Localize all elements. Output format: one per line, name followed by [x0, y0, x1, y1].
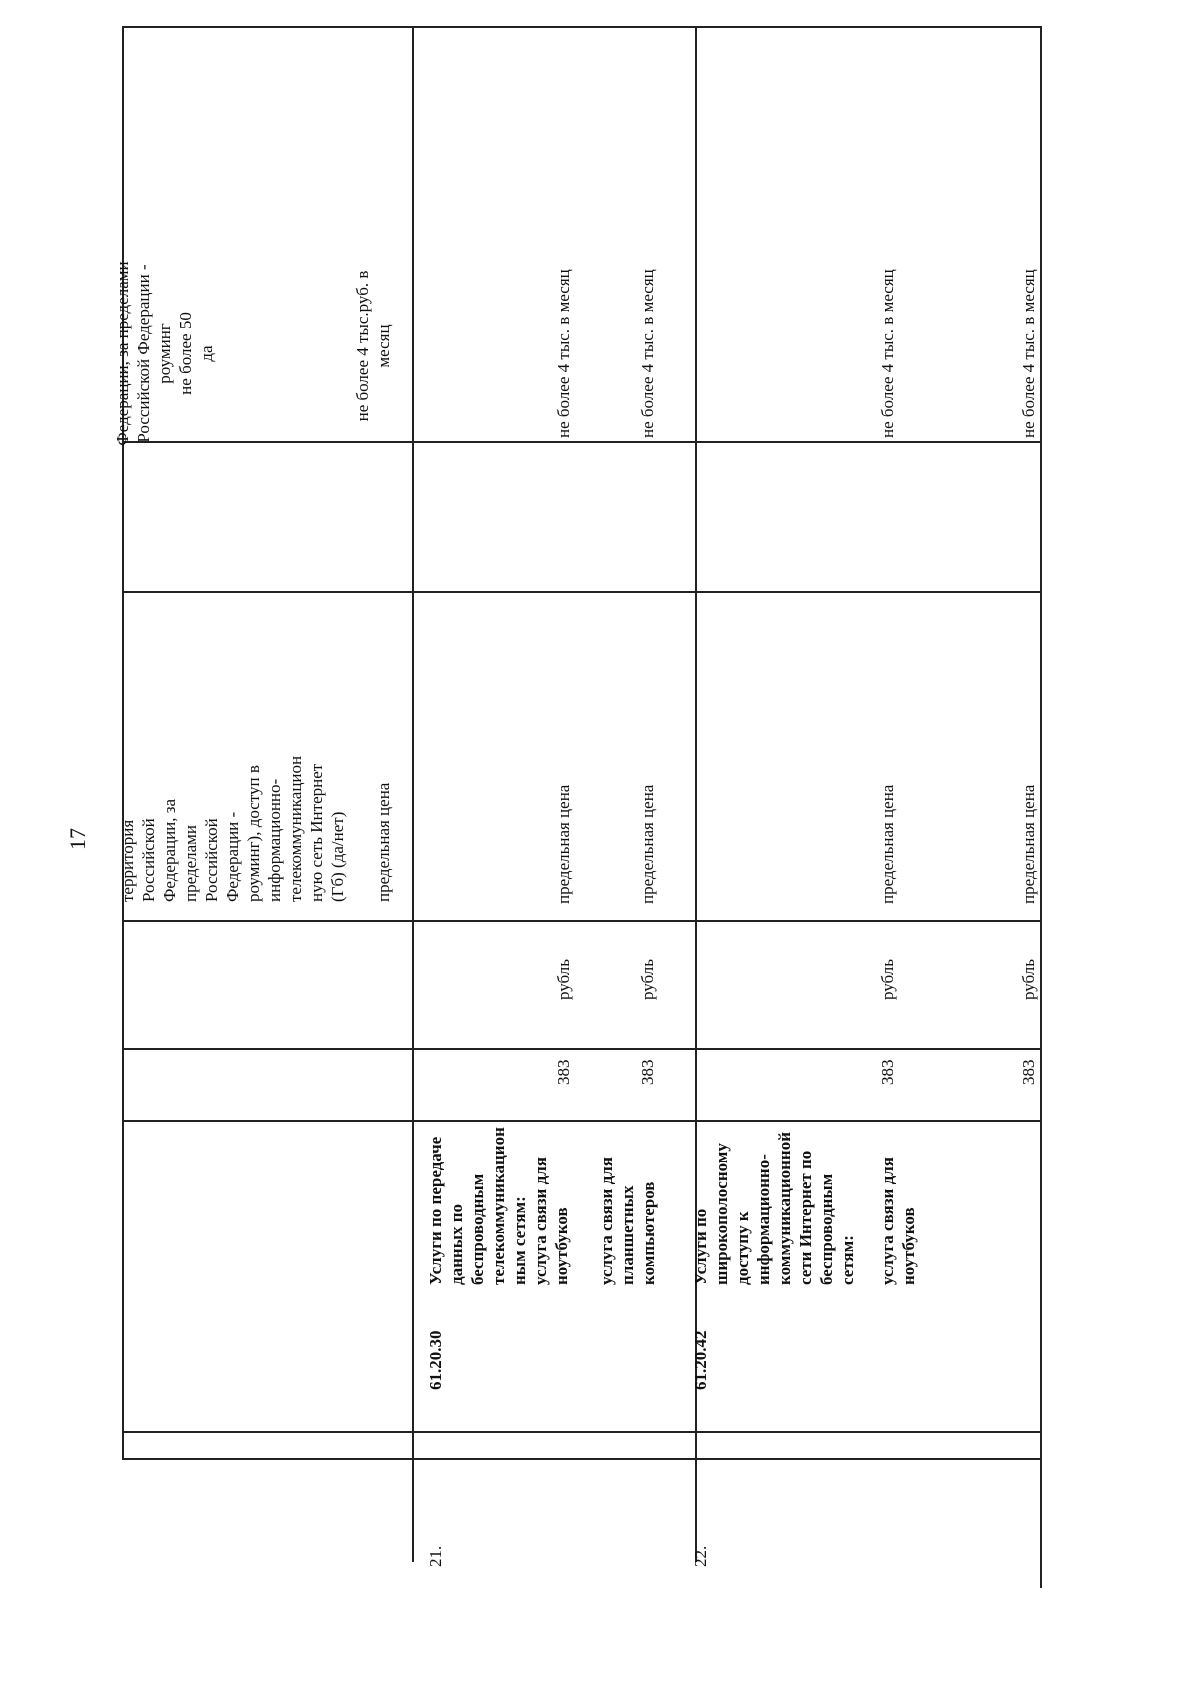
- item-name-line: ноутбуков: [552, 1207, 571, 1285]
- text-line: информационно-: [754, 1154, 773, 1285]
- okei-code: 383: [554, 1059, 573, 1085]
- text-line: Российской: [202, 818, 221, 902]
- item-name: [596, 1157, 659, 1285]
- text-line: предельная цена: [374, 782, 393, 902]
- unit-name: рубль: [1019, 958, 1038, 1000]
- item-name-line: услуга связи для: [878, 1157, 897, 1285]
- text-line: Федерации -: [223, 811, 242, 902]
- limit-value: не более 4 тыс. в месяц: [1019, 269, 1038, 438]
- item-name-line: услуга связи для: [597, 1157, 616, 1285]
- unit-name: рубль: [638, 958, 657, 1000]
- row-separator: [412, 26, 414, 1562]
- limit-value: не более 4 тыс. в месяц: [878, 269, 897, 438]
- price-label: предельная цена: [1019, 784, 1038, 904]
- text-line: пределами: [181, 825, 200, 902]
- row-number: 21.: [426, 1545, 445, 1567]
- column-separator: [122, 591, 1042, 593]
- service-title: [690, 1132, 858, 1285]
- column-separator: [122, 1431, 1042, 1433]
- item-name: [877, 1157, 919, 1285]
- text-line: данных по: [447, 1203, 466, 1285]
- text-line: сети Интернет по: [796, 1150, 815, 1285]
- value-price: [352, 246, 394, 446]
- limit-value: не более 4 тыс. в месяц: [638, 269, 657, 438]
- unit-name: рубль: [878, 958, 897, 1000]
- item-name-line: планшетных: [618, 1185, 637, 1285]
- table-border-bottom: [122, 1458, 1042, 1460]
- text-line: не более 4 тыс.руб. в: [353, 270, 372, 422]
- text-line: телекоммуникацион: [286, 755, 305, 902]
- text-line: Федерации, за пределами: [113, 261, 132, 446]
- text-line: сетям:: [838, 1235, 857, 1285]
- text-line: беспроводным: [468, 1173, 487, 1285]
- column-separator: [122, 1120, 1042, 1122]
- price-label: предельная цена: [554, 784, 573, 904]
- text-line: ную сеть Интернет: [307, 763, 326, 902]
- column-separator: [122, 26, 1042, 28]
- item-name-line: компьютеров: [639, 1181, 658, 1285]
- text-line: (Гб) (да/нет): [328, 811, 347, 902]
- item-name-line: ноутбуков: [899, 1207, 918, 1285]
- text-line: Российской Федерации -: [134, 264, 153, 443]
- column-separator: [122, 920, 1042, 922]
- text-line: территория: [118, 819, 137, 902]
- okpd-code: 61.20.42: [691, 1330, 710, 1390]
- service-title: [425, 1127, 572, 1285]
- text-line: доступу к: [733, 1211, 752, 1285]
- column-separator: [122, 441, 1042, 443]
- text-line: Услуги по: [691, 1208, 710, 1285]
- text-line: не более 50: [176, 312, 195, 395]
- text-line: телекоммуникацион: [489, 1127, 508, 1285]
- param-description: [117, 756, 348, 902]
- text-line: информационно-: [265, 778, 284, 902]
- unit-name: рубль: [554, 958, 573, 1000]
- text-line: роуминг: [155, 323, 174, 384]
- price-label: предельная цена: [638, 784, 657, 904]
- limit-value: не более 4 тыс. в месяц: [554, 269, 573, 438]
- table-border-right: [1040, 26, 1042, 1588]
- text-line: ным сетям:: [510, 1196, 529, 1285]
- text-line: коммуникационной: [775, 1131, 794, 1285]
- okei-code: 383: [1019, 1059, 1038, 1085]
- text-line: Российской: [139, 818, 158, 902]
- text-line: широкополосному: [712, 1143, 731, 1285]
- text-line: Федерации, за: [160, 798, 179, 902]
- page-number: 17: [65, 828, 90, 850]
- price-label: предельная цена: [878, 784, 897, 904]
- okpd-code: 61.20.30: [426, 1330, 445, 1390]
- text-line: месяц: [374, 324, 393, 368]
- value-description: [112, 231, 217, 476]
- okei-code: 383: [878, 1059, 897, 1085]
- text-line: да: [197, 345, 216, 362]
- text-line: роуминг), доступ в: [244, 765, 263, 902]
- row-number: 22.: [691, 1545, 710, 1567]
- column-separator: [122, 1048, 1042, 1050]
- okei-code: 383: [638, 1059, 657, 1085]
- param-price-label: [373, 783, 394, 902]
- text-line: Услуги по передаче: [426, 1136, 445, 1285]
- text-line: беспроводным: [817, 1173, 836, 1285]
- item-name-line: услуга связи для: [531, 1157, 550, 1285]
